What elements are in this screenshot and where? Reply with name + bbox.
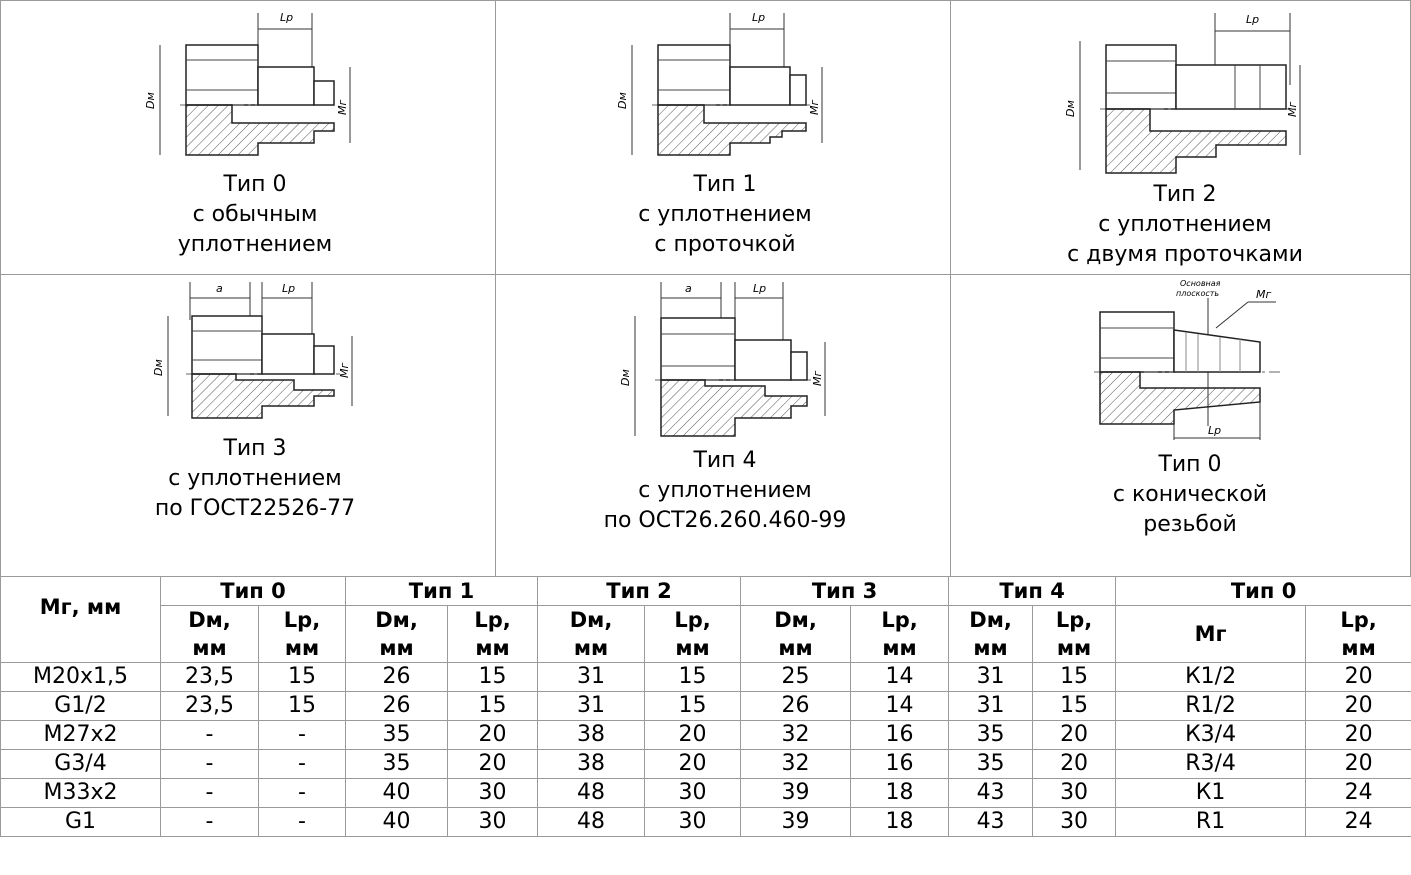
table-cell: 20 <box>1033 750 1116 779</box>
caption-type0-conic <box>1070 450 1310 540</box>
table-cell: 43 <box>949 808 1033 837</box>
subheader-line: Lp, <box>1340 608 1377 632</box>
fitting-drawing-conic <box>1080 276 1340 446</box>
caption-type2 <box>1045 180 1325 270</box>
group-header-type0: Тип 0 <box>161 577 346 606</box>
table-cell: 31 <box>538 663 645 692</box>
mg-label: Mг <box>338 362 351 378</box>
table-cell: 35 <box>949 750 1033 779</box>
caption-line-1: Тип 3 <box>223 436 287 461</box>
subheader-line: мм <box>1056 636 1092 660</box>
subheader-line: Lp, <box>283 608 321 632</box>
table-cell: 30 <box>645 779 741 808</box>
table-cell: 30 <box>1033 808 1116 837</box>
table-cell: 31 <box>949 692 1033 721</box>
table-cell: 39 <box>741 808 851 837</box>
table-cell: 15 <box>448 663 538 692</box>
table-cell: 18 <box>851 779 949 808</box>
a-label: a <box>216 282 223 295</box>
plane-label-1: Основная <box>1180 279 1221 288</box>
table-cell: 15 <box>448 692 538 721</box>
table-cell: К1 <box>1116 779 1306 808</box>
caption-line-1: Тип 2 <box>1153 182 1217 207</box>
subheader-line: мм <box>882 636 917 660</box>
caption-line-1: Тип 4 <box>693 448 757 473</box>
diagram-cell-type4 <box>495 274 950 576</box>
mg-label: Mг <box>1256 288 1272 301</box>
table-cell: 39 <box>741 779 851 808</box>
table-cell: - <box>259 750 346 779</box>
subheader-line: мм <box>778 636 813 660</box>
table-row <box>1 721 1411 750</box>
caption-type4 <box>555 446 895 536</box>
table-cell: 23,5 <box>161 692 259 721</box>
diagram-cell-type0 <box>0 0 495 274</box>
caption-line-2: с уплотнением <box>168 466 342 491</box>
caption-line-1: Тип 1 <box>693 172 757 197</box>
table-cell: 40 <box>346 779 448 808</box>
subheader-lp <box>259 606 346 663</box>
table-cell: 23,5 <box>161 663 259 692</box>
subheader-dm <box>538 606 645 663</box>
table-cell: 20 <box>1033 721 1116 750</box>
mg-label: Mг <box>811 370 824 386</box>
fitting-drawing-type1 <box>610 5 850 175</box>
header-mg: Мг, мм <box>1 577 161 663</box>
caption-line-1: Тип 0 <box>1158 452 1222 477</box>
subheader-line: мм <box>973 636 1008 660</box>
table-cell: 20 <box>1306 692 1411 721</box>
fitting-drawing-type0 <box>140 5 380 175</box>
subheader-dm <box>161 606 259 663</box>
table-row <box>1 750 1411 779</box>
table-cell: 15 <box>645 692 741 721</box>
table-cell: 18 <box>851 808 949 837</box>
lp-label: Lp <box>1208 424 1222 437</box>
caption-line-3: по ГОСТ22526-77 <box>154 496 356 521</box>
table-cell: 48 <box>538 779 645 808</box>
lp-label: Lp <box>752 11 766 24</box>
caption-line-3: с двумя проточками <box>1067 242 1303 267</box>
table-cell: 14 <box>851 692 949 721</box>
table-cell: 20 <box>645 721 741 750</box>
table-cell: - <box>161 750 259 779</box>
caption-line-3: по ОСТ26.260.460-99 <box>603 508 847 533</box>
subheader-line: Dм, <box>774 608 817 632</box>
table-cell: К3/4 <box>1116 721 1306 750</box>
subheader-dm <box>346 606 448 663</box>
row-thread-cell: G1/2 <box>1 692 161 721</box>
subheader-line: мм <box>675 636 710 660</box>
lp-label: Lp <box>280 11 294 24</box>
table-cell: 20 <box>448 750 538 779</box>
subheader-line: мм <box>379 636 414 660</box>
group-header-type2: Тип 2 <box>538 577 741 606</box>
table-cell: 26 <box>346 692 448 721</box>
group-header-type1: Тип 1 <box>346 577 538 606</box>
dm-label: Dм <box>152 359 165 376</box>
subheader-line: Lp, <box>674 608 711 632</box>
subheader-dm <box>949 606 1033 663</box>
dm-label: Dм <box>616 92 629 109</box>
row-thread-cell: G1 <box>1 808 161 837</box>
subheader-line: мм <box>573 636 609 660</box>
table-cell: 15 <box>645 663 741 692</box>
fitting-drawing-type4 <box>605 276 845 446</box>
table-row <box>1 779 1411 808</box>
table-cell: 30 <box>645 808 741 837</box>
subheader-line: Lp, <box>881 608 918 632</box>
table-cell: 38 <box>538 721 645 750</box>
row-thread-cell: М27х2 <box>1 721 161 750</box>
table-cell: 30 <box>448 779 538 808</box>
table-cell: 24 <box>1306 808 1411 837</box>
table-cell: 38 <box>538 750 645 779</box>
table-cell: - <box>161 721 259 750</box>
table-row <box>1 663 1411 692</box>
subheader-line: Lp, <box>1055 608 1093 632</box>
table-cell: - <box>259 721 346 750</box>
row-thread-cell: М20х1,5 <box>1 663 161 692</box>
fitting-drawing-type3 <box>140 276 380 436</box>
dm-label: Dм <box>1064 100 1077 117</box>
table-cell: 15 <box>259 692 346 721</box>
subheader-line: Dм, <box>969 608 1012 632</box>
caption-line-2: с обычным <box>192 202 318 227</box>
table-row <box>1 692 1411 721</box>
table-cell: 30 <box>448 808 538 837</box>
table-cell: 26 <box>741 692 851 721</box>
row-thread-cell: G3/4 <box>1 750 161 779</box>
table-cell: R1/2 <box>1116 692 1306 721</box>
table-cell: 25 <box>741 663 851 692</box>
diagram-cell-type0-conic <box>950 274 1411 576</box>
table-cell: 32 <box>741 721 851 750</box>
subheader-line: мм <box>475 636 510 660</box>
caption-line-2: с уплотнением <box>1098 212 1272 237</box>
lp-label: Lp <box>753 282 767 295</box>
table-cell: R3/4 <box>1116 750 1306 779</box>
caption-line-3: с проточкой <box>654 232 796 257</box>
table-cell: 20 <box>448 721 538 750</box>
spec-table <box>0 576 1411 837</box>
mg-label: Mг <box>808 99 821 115</box>
table-cell: 40 <box>346 808 448 837</box>
subheader-line: Dм, <box>375 608 418 632</box>
table-cell: 20 <box>1306 750 1411 779</box>
diagram-cell-type1 <box>495 0 950 274</box>
table-cell: 30 <box>1033 779 1116 808</box>
dm-label: Dм <box>619 369 632 386</box>
table-cell: - <box>161 808 259 837</box>
table-cell: 15 <box>259 663 346 692</box>
diagram-cell-type2 <box>950 0 1411 274</box>
table-cell: 35 <box>346 721 448 750</box>
table-cell: - <box>161 779 259 808</box>
mg-label: Mг <box>1286 101 1299 117</box>
table-cell: 16 <box>851 721 949 750</box>
group-header-type4: Тип 4 <box>949 577 1116 606</box>
subheader-lp <box>851 606 949 663</box>
plane-label-2: плоскость <box>1176 289 1220 298</box>
group-header-type0-conic: Тип 0 <box>1116 577 1411 606</box>
subheader-line: Dм, <box>188 608 231 632</box>
caption-line-3: уплотнением <box>177 232 333 257</box>
subheader-lp <box>448 606 538 663</box>
diagram-cell-type3 <box>0 274 495 576</box>
table-cell: 48 <box>538 808 645 837</box>
table-cell: 20 <box>1306 721 1411 750</box>
table-cell: 35 <box>949 721 1033 750</box>
lp-label: Lp <box>282 282 296 295</box>
table-cell: - <box>259 779 346 808</box>
subheader-lp <box>1306 606 1411 663</box>
table-cell: 35 <box>346 750 448 779</box>
subheader-lp <box>1033 606 1116 663</box>
subheader-line: Lp, <box>474 608 511 632</box>
table-row <box>1 808 1411 837</box>
table-cell: 43 <box>949 779 1033 808</box>
table-cell: 31 <box>949 663 1033 692</box>
caption-type1 <box>620 170 830 260</box>
subheader-lp <box>645 606 741 663</box>
table-cell: 15 <box>1033 663 1116 692</box>
lp-label: Lp <box>1246 13 1260 26</box>
subheader-mg: Мг <box>1116 606 1306 663</box>
table-cell: 24 <box>1306 779 1411 808</box>
caption-line-1: Тип 0 <box>223 172 287 197</box>
table-cell: 26 <box>346 663 448 692</box>
caption-line-2: с уплотнением <box>638 478 812 503</box>
spec-table-body <box>1 663 1411 837</box>
caption-line-2: с конической <box>1112 482 1268 507</box>
caption-type3 <box>130 434 380 524</box>
table-cell: 20 <box>645 750 741 779</box>
table-cell: R1 <box>1116 808 1306 837</box>
table-cell: 32 <box>741 750 851 779</box>
subheader-line: мм <box>192 636 227 660</box>
caption-line-2: с уплотнением <box>638 202 812 227</box>
mg-label: Mг <box>336 99 349 115</box>
group-header-type3: Тип 3 <box>741 577 949 606</box>
subheader-line: Dм, <box>569 608 613 632</box>
table-cell: 31 <box>538 692 645 721</box>
table-cell: 20 <box>1306 663 1411 692</box>
table-cell: 16 <box>851 750 949 779</box>
fitting-drawing-type2 <box>1060 5 1320 185</box>
table-cell: - <box>259 808 346 837</box>
caption-type0 <box>150 170 360 260</box>
subheader-line: мм <box>284 636 320 660</box>
subheader-line: мм <box>1341 636 1376 660</box>
a-label: a <box>685 282 692 295</box>
caption-line-3: резьбой <box>1143 512 1237 537</box>
table-cell: 14 <box>851 663 949 692</box>
subheader-dm <box>741 606 851 663</box>
dm-label: Dм <box>144 92 157 109</box>
row-thread-cell: М33х2 <box>1 779 161 808</box>
table-cell: 15 <box>1033 692 1116 721</box>
table-cell: К1/2 <box>1116 663 1306 692</box>
